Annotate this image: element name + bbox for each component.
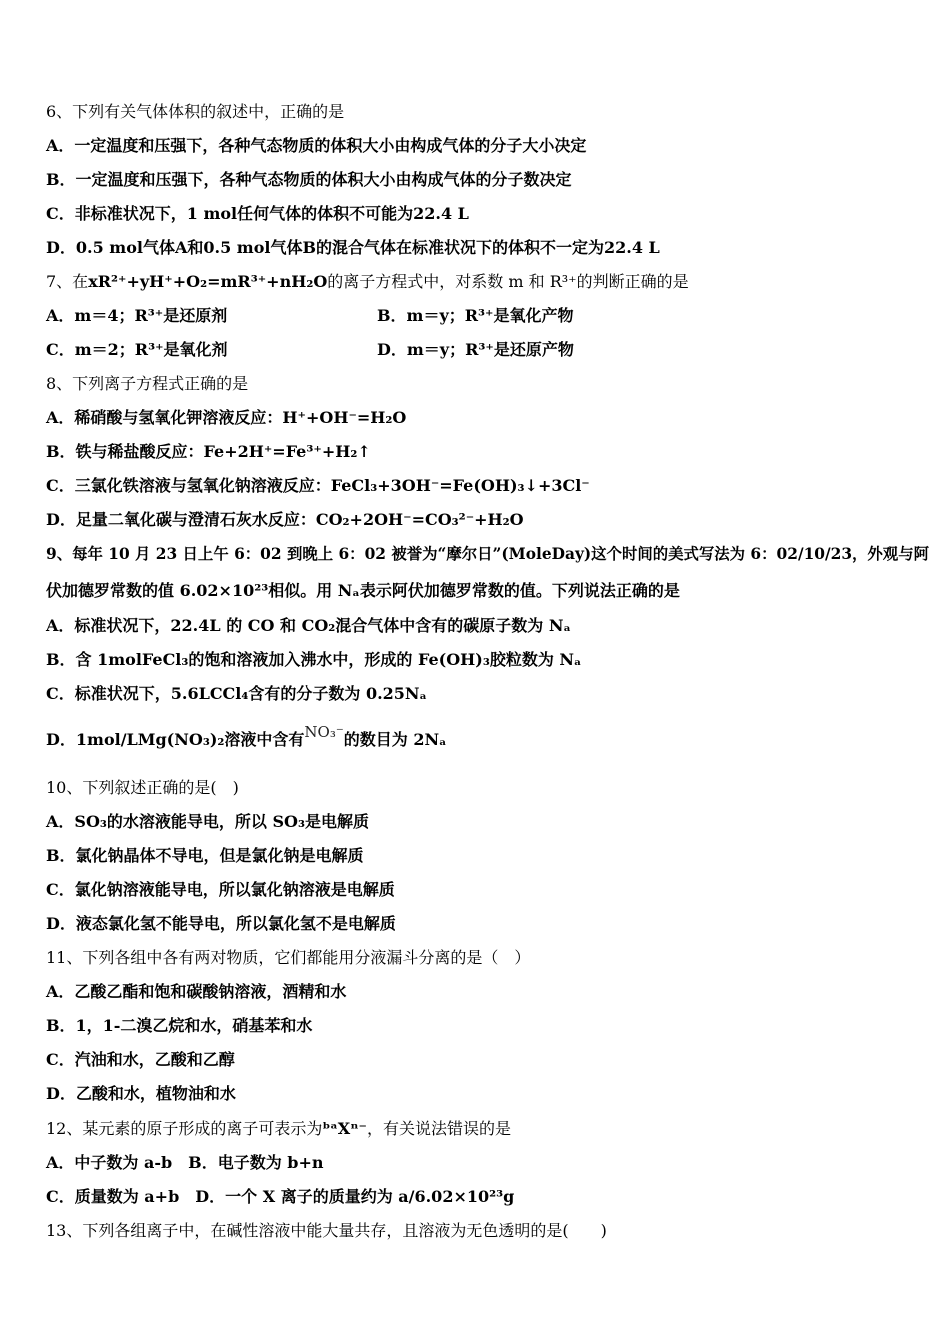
q8-stem: 8、下列离子方程式正确的是	[46, 374, 249, 393]
nitrate-ion-formula: NO₃⁻	[304, 723, 344, 741]
q9-option-a: A．标准状况下，22.4L 的 CO 和 CO₂混合气体中含有的碳原子数为 Nₐ	[46, 616, 571, 635]
q8-option-a: A．稀硝酸与氢氧化钾溶液反应：H⁺+OH⁻=H₂O	[46, 408, 407, 427]
q11-option-d: D．乙酸和水，植物油和水	[46, 1084, 236, 1103]
q12-options-ab: A．中子数为 a-b B．电子数为 b+n	[46, 1153, 324, 1172]
q10-option-b: B．氯化钠晶体不导电，但是氯化钠是电解质	[46, 846, 364, 865]
q7-stem	[46, 272, 689, 292]
q12-stem-suffix: ，有关说法错误的是	[366, 1119, 511, 1138]
q8-option-d: D．足量二氧化碳与澄清石灰水反应：CO₂+2OH⁻=CO₃²⁻+H₂O	[46, 510, 524, 529]
q11-option-b: B．1，1-二溴乙烷和水，硝基苯和水	[46, 1016, 313, 1035]
q11-option-c: C．汽油和水，乙酸和乙醇	[46, 1050, 235, 1069]
q9-stem-line1: 9、每年 10 月 23 日上午 6：02 到晚上 6：02 被誉为“摩尔日”(MoleDay)这个时间的美式写法为 6：02/10/23，外观与阿	[46, 545, 929, 563]
q6-option-c: C．非标准状况下，1 mol任何气体的体积不可能为22.4 L	[46, 204, 469, 223]
q9-option-d-prefix: D．1mol/LMg(NO₃)₂溶液中含有	[46, 730, 305, 749]
q6-option-d: D．0.5 mol气体A和0.5 mol气体B的混合气体在标准状况下的体积不一定为22.4 L	[46, 238, 660, 257]
q9-option-d	[46, 723, 447, 750]
q13-stem: 13、下列各组离子中，在碱性溶液中能大量共存，且溶液为无色透明的是( )	[46, 1221, 607, 1240]
q7-option-b: B．m＝y；R³⁺是氧化产物	[377, 306, 574, 325]
q6-stem: 6、下列有关气体体积的叙述中，正确的是	[46, 102, 345, 121]
q6-option-a: A．一定温度和压强下，各种气态物质的体积大小由构成气体的分子大小决定	[46, 136, 587, 155]
q11-option-a: A．乙酸乙酯和饱和碳酸钠溶液，酒精和水	[46, 982, 347, 1001]
q6-option-b: B．一定温度和压强下，各种气态物质的体积大小由构成气体的分子数决定	[46, 170, 572, 189]
q7-stem-prefix: 7、在	[46, 272, 89, 291]
q11-stem: 11、下列各组中各有两对物质，它们都能用分液漏斗分离的是（ ）	[46, 948, 531, 967]
q12-options-cd: C．质量数为 a+b D．一个 X 离子的质量约为 a/6.02×10²³g	[46, 1187, 515, 1206]
q7-equation: xR²⁺+yH⁺+O₂=mR³⁺+nH₂O	[88, 272, 328, 291]
q9-option-c: C．标准状况下，5.6LCCl₄含有的分子数为 0.25Nₐ	[46, 684, 427, 703]
q10-option-d: D．液态氯化氢不能导电，所以氯化氢不是电解质	[46, 914, 396, 933]
q10-stem: 10、下列叙述正确的是( )	[46, 778, 239, 797]
q9-option-d-suffix: 的数目为 2Nₐ	[343, 730, 447, 749]
q10-option-a: A．SO₃的水溶液能导电，所以 SO₃是电解质	[46, 812, 369, 831]
q8-option-b: B．铁与稀盐酸反应：Fe+2H⁺=Fe³⁺+H₂↑	[46, 442, 371, 461]
q10-option-c: C．氯化钠溶液能导电，所以氯化钠溶液是电解质	[46, 880, 395, 899]
q9-stem-line2: 伏加德罗常数的值 6.02×10²³相似。用 Nₐ表示阿伏加德罗常数的值。下列说法正确的是	[46, 581, 680, 600]
q12-stem-prefix: 12、某元素的原子形成的离子可表示为	[46, 1119, 323, 1138]
q12-stem	[46, 1119, 511, 1139]
q7-option-a: A．m＝4；R³⁺是还原剂	[46, 306, 228, 325]
q8-option-c: C．三氯化铁溶液与氢氧化钠溶液反应：FeCl₃+3OH⁻=Fe(OH)₃↓+3Cl⁻	[46, 476, 590, 495]
ion-symbol: ᵇᵃXⁿ⁻	[322, 1119, 367, 1138]
q9-option-b: B．含 1molFeCl₃的饱和溶液加入沸水中，形成的 Fe(OH)₃胶粒数为 Nₐ	[46, 650, 582, 669]
q7-option-c: C．m＝2；R³⁺是氧化剂	[46, 340, 228, 359]
q7-option-d: D．m＝y；R³⁺是还原产物	[377, 340, 574, 359]
q7-stem-suffix: 的离子方程式中，对系数 m 和 R³⁺的判断正确的是	[327, 272, 689, 291]
